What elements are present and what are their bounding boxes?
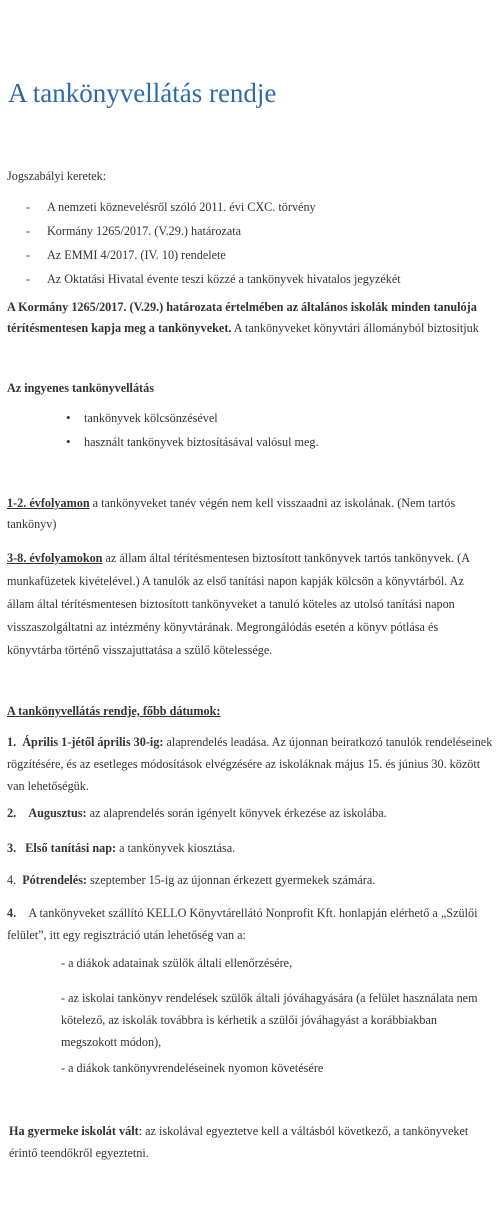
step-5-num: 4. (7, 906, 17, 920)
page-title: A tankönyvellátás rendje (8, 78, 277, 108)
step-3 (7, 838, 493, 858)
grade-3-8-paragraph (7, 547, 493, 662)
free-heading (7, 378, 493, 398)
free-item: • tankönyvek kölcsönzésével (66, 406, 319, 430)
free-heading-text: Az ingyenes tankönyvellátás (7, 381, 154, 395)
legal-item: - Kormány 1265/2017. (V.29.) határozata (26, 219, 401, 243)
dates-heading-text: A tankönyvellátás rendje, főbb dátumok: (7, 704, 221, 718)
school-change-bold: Ha gyermeke iskolát vált (9, 1124, 139, 1138)
kello-item: - a diákok tankönyvrendeléseinek nyomon követésére (61, 1061, 324, 1075)
dates-heading (7, 701, 493, 721)
legal-item: - Az Oktatási Hivatal évente teszi közzé a tankönyvek hivatalos jegyzékét (26, 267, 401, 291)
grade-1-2-text: a tankönyveket tanév végén nem kell visszaadni az iskolának. (Nem tartós tankönyv) (7, 496, 456, 531)
step-1 (7, 731, 493, 797)
step-5-text: A tankönyveket szállító KELLO Könyvtárellátó Nonprofit Kft. honlapján elérhető a „Szülői felület”, itt egy regisztráció után lehetőség van a: (7, 906, 478, 942)
legal-heading: Jogszabályi keretek: (7, 169, 107, 183)
grade-3-8-label: 3-8. évfolyamokon (7, 551, 103, 565)
grade-3-8-text: az állam által térítésmentesen biztosított tankönyvek tartós tankönyvek. (A munkafüzetek kivételével.) A tanulók az első tanítási napon kapják kölcsön a könyvtárból. Az állam által térítésmentesen biztosított tankönyveket a tanuló köteles az utolsó tanítási napon visszaszolgáltatni az intézmény könyvtárának. Megrongálódás esetén a könyv pótlása és könyvtárba történő visszajuttatása a szülő kötelessége. (7, 551, 470, 657)
step-1-num: 1. (7, 735, 17, 749)
grade-1-2-paragraph (7, 493, 493, 535)
free-list (66, 406, 319, 454)
intro-bold: A Kormány 1265/2017. (V.29.) határozata értelmében az általános iskolák minden tanulója térítésmentesen kapja meg a tankönyveket. (7, 300, 477, 335)
grade-1-2-label: 1-2. évfolyamon (7, 496, 90, 510)
step-3-label: Első tanítási nap: (25, 841, 117, 855)
school-change-paragraph (9, 1120, 493, 1164)
intro-paragraph (7, 297, 493, 339)
legal-item: - A nemzeti köznevelésről szóló 2011. évi CXC. törvény (26, 195, 401, 219)
free-item: • használt tankönyvek biztosításával valósul meg. (66, 430, 319, 454)
step-1-label: Április 1-jétől április 30-ig: (22, 735, 164, 749)
step-2-label: Augusztus: (28, 806, 87, 820)
step-4 (7, 870, 493, 890)
legal-item: - Az EMMI 4/2017. (IV. 10) rendelete (26, 243, 401, 267)
step-3-num: 3. (7, 841, 17, 855)
kello-item: - a diákok adatainak szülők általi ellenőrzésére, (61, 956, 293, 970)
step-5 (7, 902, 493, 946)
step-2 (7, 803, 493, 823)
intro-rest: A tankönyveket könyvtári állományból biztositjuk (231, 321, 479, 335)
step-4-text: szeptember 15-ig az újonnan érkezett gyermekek számára. (87, 873, 376, 887)
step-1-text: alaprendelés leadása. Az újonnan beiratkozó tanulók rendeléseinek rögzítésére, és az esetleges módosítások elvégzésére az iskoláknak május 15. és június 30. között van lehetőségük. (7, 735, 493, 793)
kello-item: - az iskolai tankönyv rendelések szülők általi jóváhagyására (a felület használata nem kötelező, az iskolák továbbra is kérhetik a szülői jóváhagyást a korábbiakban megszokott módon), (61, 991, 478, 1049)
legal-list (26, 195, 401, 291)
step-4-label: Pótrendelés: (22, 873, 87, 887)
step-2-text: az alaprendelés során igényelt könyvek érkezése az iskolába. (86, 806, 387, 820)
step-2-num: 2. (7, 806, 17, 820)
step-3-text: a tankönyvek kiosztása. (116, 841, 236, 855)
school-change-text: : az iskolával egyeztetve kell a váltásból következő, a tankönyveket érintő teendőkről egyeztetni. (9, 1124, 469, 1160)
step-4-num: 4. (7, 873, 17, 887)
